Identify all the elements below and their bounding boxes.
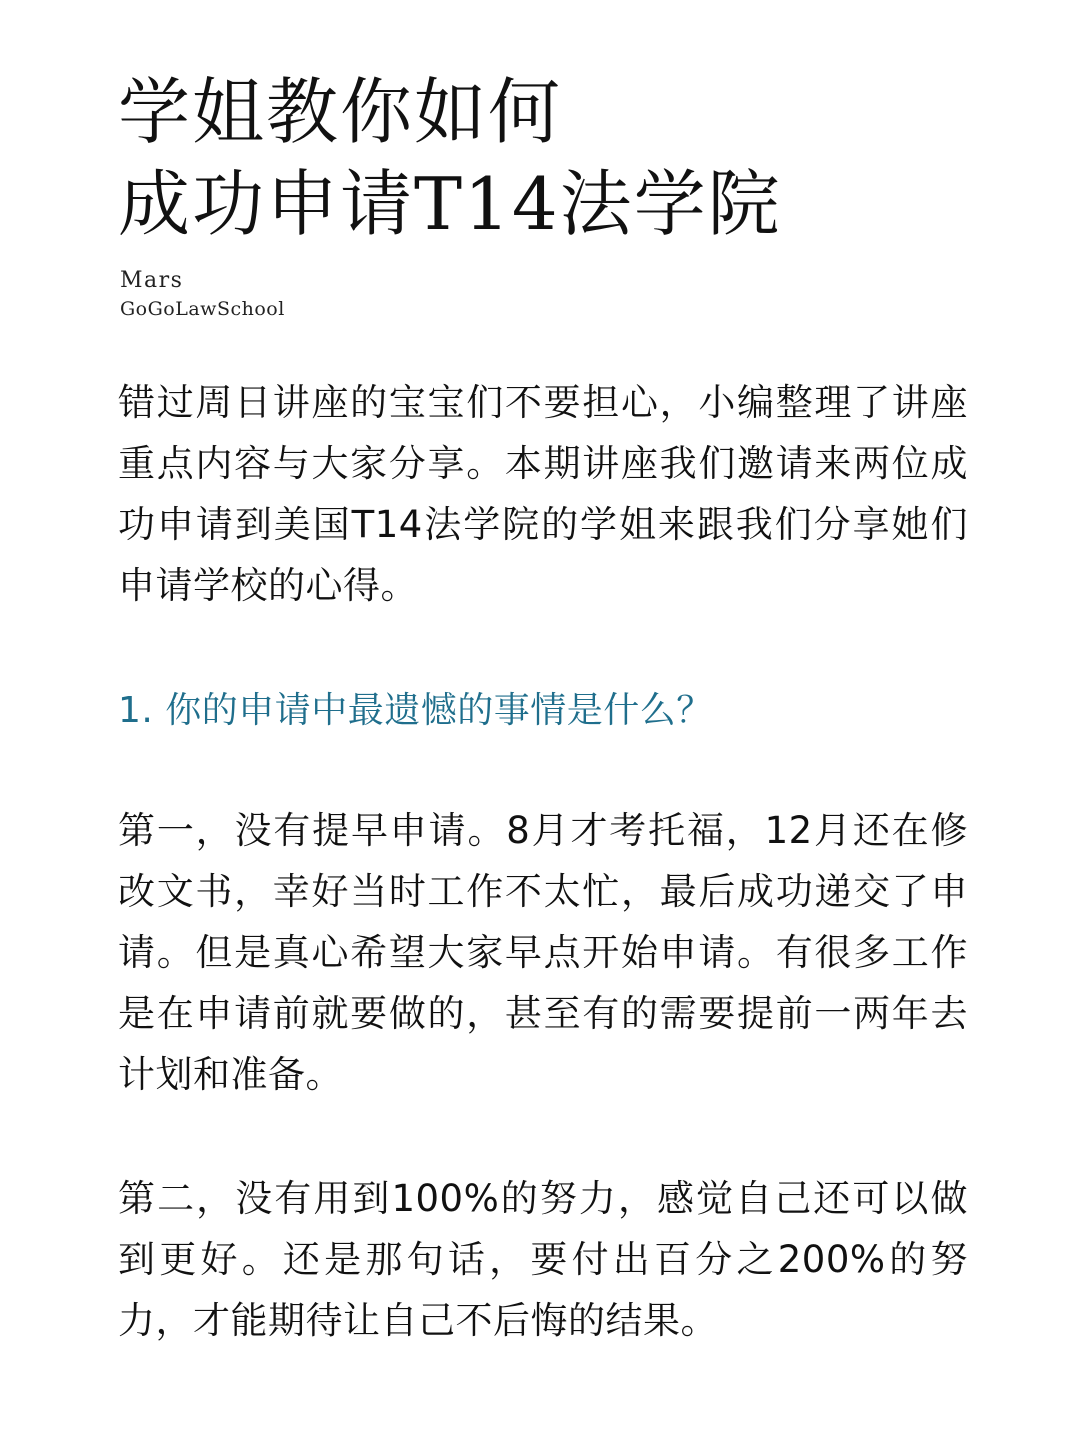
intro-paragraph: 错过周日讲座的宝宝们不要担心，小编整理了讲座重点内容与大家分享。本期讲座我们邀请来两位成功申请到美国T14法学院的学姐来跟我们分享她们申请学校的心得。 (118, 381, 968, 607)
paragraph-second: 第二，没有用到100%的努力，感觉自己还可以做到更好。还是那句话，要付出百分之200%的努力，才能期待让自己不后悔的结果。 (118, 1177, 968, 1342)
section-heading: 1. 你的申请中最遗憾的事情是什么？ (118, 690, 713, 731)
article-title (118, 66, 782, 250)
title-line-1: 学姐教你如何 (118, 70, 563, 154)
title-line-2: 成功申请T14法学院 (118, 162, 782, 246)
brand-name: GoGoLawSchool (120, 298, 285, 320)
author-name: Mars (120, 268, 184, 293)
paragraph-first: 第一，没有提早申请。8月才考托福，12月还在修改文书，幸好当时工作不太忙，最后成功递交了申请。但是真心希望大家早点开始申请。有很多工作是在申请前就要做的，甚至有的需要提前一两年去计划和准备。 (118, 809, 968, 1096)
